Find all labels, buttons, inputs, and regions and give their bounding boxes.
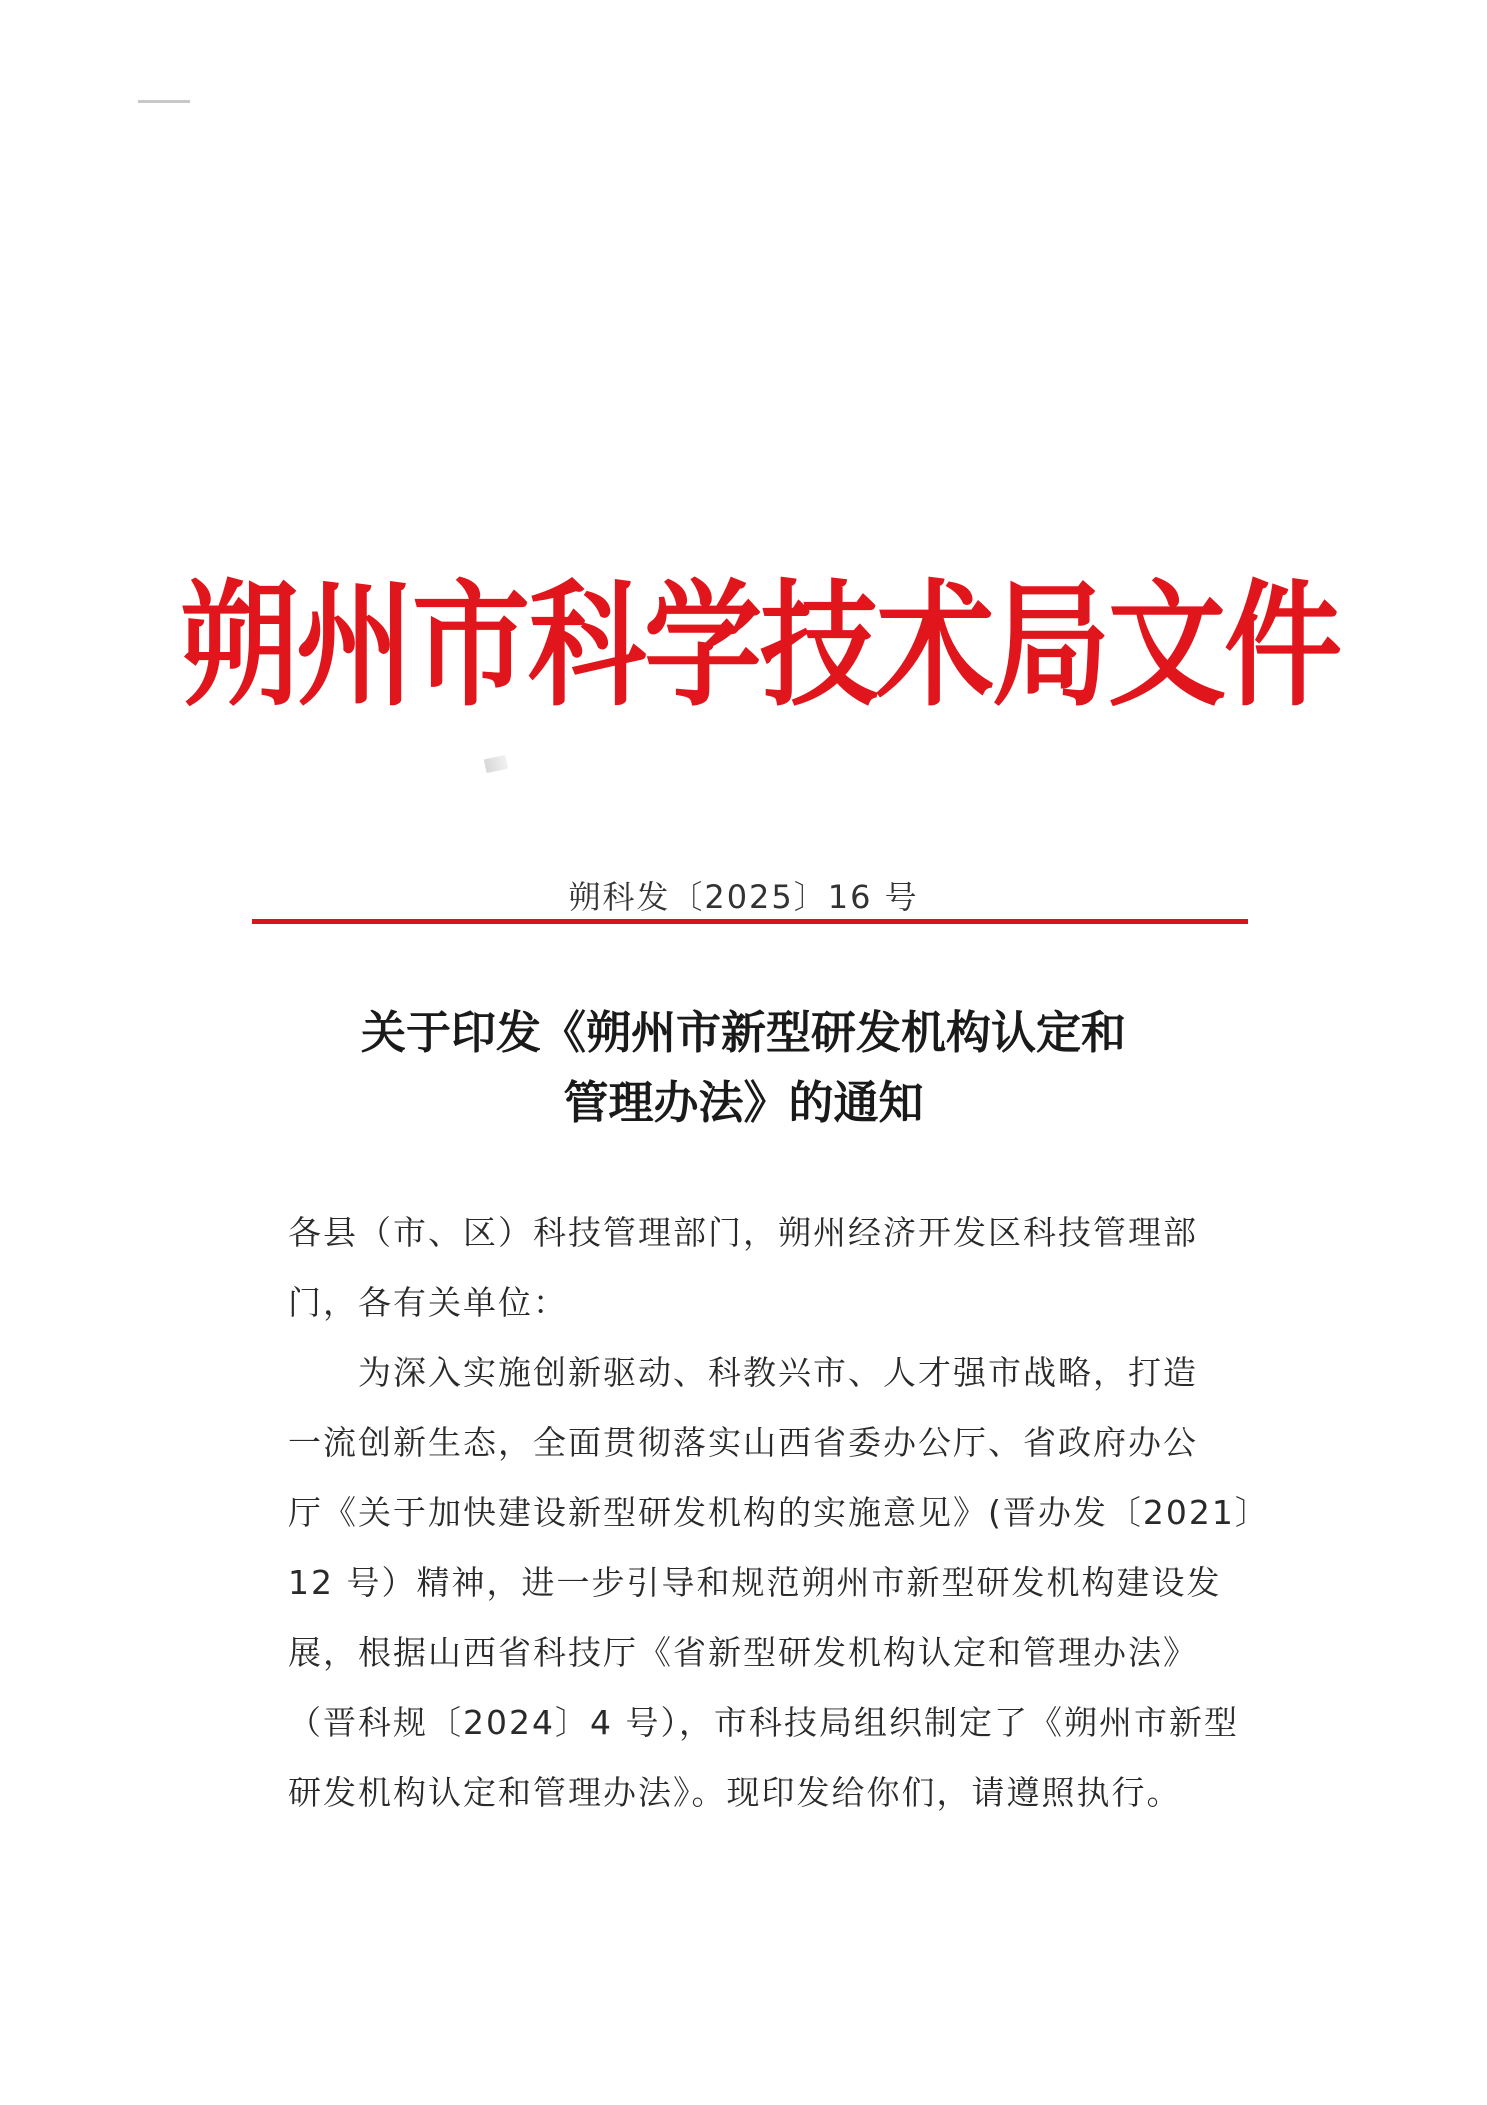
- body-line-paragraph-6: （晋科规〔2024〕4 号），市科技局组织制定了《朔州市新型: [288, 1703, 1239, 1742]
- scan-artifact-smudge: [484, 755, 508, 773]
- notice-body: [288, 1198, 1270, 1828]
- body-line-paragraph-3: 厅《关于加快建设新型研发机构的实施意见》(晋办发〔2021〕: [288, 1493, 1270, 1532]
- body-line-paragraph-7: 研发机构认定和管理办法》。现印发给你们，请遵照执行。: [288, 1773, 1182, 1812]
- notice-title: [0, 998, 1487, 1138]
- body-line-paragraph-2: 一流创新生态，全面贯彻落实山西省委办公厅、省政府办公: [288, 1423, 1198, 1462]
- document-number: 朔科发〔2025〕16 号: [568, 878, 919, 916]
- notice-title-line-2: 管理办法》的通知: [563, 1076, 924, 1129]
- body-line-paragraph-5: 展，根据山西省科技厅《省新型研发机构认定和管理办法》: [288, 1633, 1198, 1672]
- scan-artifact: [138, 100, 190, 103]
- body-line-paragraph-4: 12 号）精神，进一步引导和规范朔州市新型研发机构建设发: [288, 1563, 1222, 1602]
- masthead-title: 朔州市科学技术局文件: [180, 565, 1341, 725]
- body-line-addressee-2: 门，各有关单位：: [288, 1283, 568, 1322]
- body-line-paragraph-1: 为深入实施创新驱动、科教兴市、人才强市战略，打造: [358, 1353, 1198, 1392]
- red-divider-line: [252, 919, 1248, 924]
- body-line-addressee-1: 各县（市、区）科技管理部门，朔州经济开发区科技管理部: [288, 1213, 1198, 1252]
- notice-title-line-1: 关于印发《朔州市新型研发机构认定和: [360, 1006, 1126, 1059]
